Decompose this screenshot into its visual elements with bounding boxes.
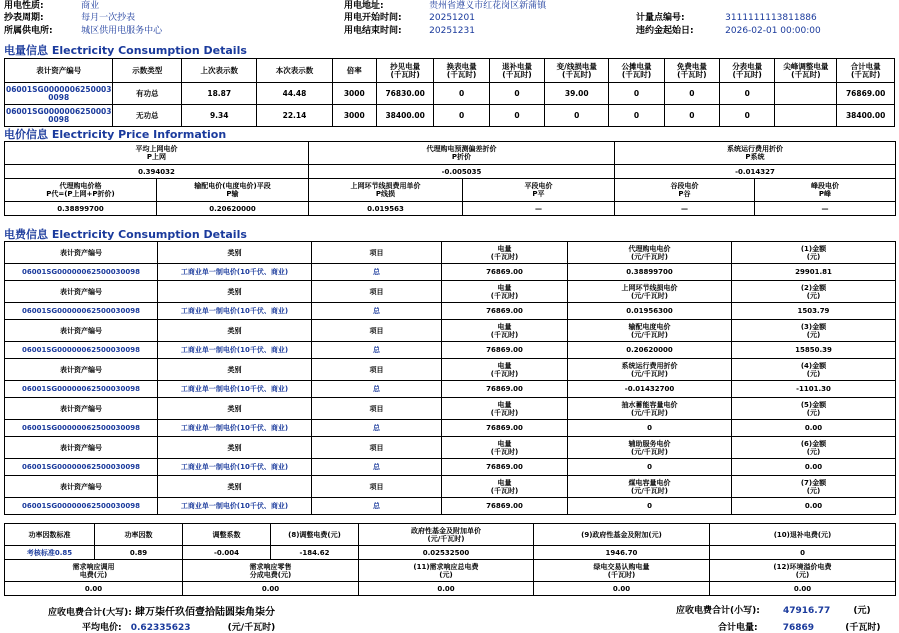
fee-cell-cat: 工商业单一制电价(10千伏、商业) (158, 459, 312, 476)
fee-cell-amt: -1101.30 (732, 381, 896, 398)
table-row (5, 303, 896, 320)
fee-cell-item: 总 (312, 498, 442, 515)
fee-cell-price: 0 (568, 459, 732, 476)
fee-cell-item: 总 (312, 342, 442, 359)
fee-cell-qty: 76869.00 (442, 459, 568, 476)
fee-cell-qty: 76869.00 (442, 381, 568, 398)
fee-col-header: 电量 (千瓦时) (442, 359, 568, 381)
fee-cell-item: 总 (312, 381, 442, 398)
col-header: 退补电量 (千瓦时) (489, 59, 544, 83)
total-uppercase: 应收电费合计(大写): 肆万柒仟玖佰壹拾陆圆柒角柒分 (48, 607, 275, 618)
fee-col-header: 项目 (312, 320, 442, 342)
fee-cell-cat: 工商业单一制电价(10千伏、商业) (158, 381, 312, 398)
fee-cell-cat: 工商业单一制电价(10千伏、商业) (158, 420, 312, 437)
col-header: 表计资产编号 (5, 59, 113, 83)
fee-col-header: 类别 (158, 476, 312, 498)
adjust-value-row-2: 0.00 0.00 0.00 0.00 0.00 (5, 582, 896, 596)
col-header: 免费电量 (千瓦时) (664, 59, 719, 83)
fee-header-row (5, 281, 896, 303)
fee-cell-qty: 76869.00 (442, 303, 568, 320)
fee-cell-cat: 工商业单一制电价(10千伏、商业) (158, 342, 312, 359)
table-row: 06001SG00000062500030098 有功总 18.87 44.48 3000 76830.00 0 0 39.00 0 0 0 76869.00 (5, 83, 895, 105)
fee-col-header: (2)金额 (元) (732, 281, 896, 303)
fee-col-header: 电量 (千瓦时) (442, 281, 568, 303)
fee-col-header: 类别 (158, 281, 312, 303)
total-quantity: 合计电量: 76869 (千瓦时) (718, 623, 881, 633)
fee-col-header: 表计资产编号 (5, 281, 158, 303)
fee-cell-price: 0 (568, 498, 732, 515)
price-value-row-2: 0.38899700 0.20620000 0.019563 — — — (5, 202, 896, 216)
fee-col-header: 类别 (158, 242, 312, 264)
header-start-time: 用电开始时间: 20251201 (344, 13, 475, 23)
fee-cell-price: 0 (568, 420, 732, 437)
fee-cell-amt: 29901.81 (732, 264, 896, 281)
fee-header-row (5, 320, 896, 342)
col-header: 合计电量 (千瓦时) (837, 59, 895, 83)
fee-col-header: 抽水蓄能容量电价 (元/千瓦时) (568, 398, 732, 420)
col-header: 示数类型 (113, 59, 182, 83)
fee-col-header: 表计资产编号 (5, 242, 158, 264)
fee-col-header: 项目 (312, 242, 442, 264)
col-header: 公摊电量 (千瓦时) (609, 59, 664, 83)
fee-cell-asset: 06001SG00000062500030098 (5, 264, 158, 281)
section-title-fee: 电费信息 Electricity Consumption Details (4, 228, 247, 241)
fee-col-header: 系统运行费用折价 (元/千瓦时) (568, 359, 732, 381)
label-electricity-nature: 用电性质: (4, 1, 44, 11)
table-row (5, 420, 896, 437)
fee-col-header: 表计资产编号 (5, 398, 158, 420)
fee-cell-amt: 0.00 (732, 420, 896, 437)
fee-col-header: 电量 (千瓦时) (442, 476, 568, 498)
fee-cell-price: 0.38899700 (568, 264, 732, 281)
fee-col-header: 辅助服务电价 (元/千瓦时) (568, 437, 732, 459)
table-row (5, 342, 896, 359)
fee-col-header: (5)金额 (元) (732, 398, 896, 420)
adjustment-table (4, 523, 896, 596)
table-row (5, 459, 896, 476)
header-end-time: 用电结束时间: 20251231 (344, 26, 475, 36)
price-value-row-1: 0.394032 -0.005035 -0.014327 (5, 165, 896, 179)
fee-cell-price: -0.01432700 (568, 381, 732, 398)
adjust-header-row-1: 功率因数标准 功率因数 调整系数 (8)调整电费(元) 政府性基金及附加单价 (元/千瓦时) (9)政府性基金及附加(元) (10)退补电费(元) (5, 524, 896, 546)
header-meter-point: 计量点编号: 3111111113811886 (636, 13, 817, 23)
fee-col-header: 表计资产编号 (5, 437, 158, 459)
fee-col-header: 输配电度电价 (元/千瓦时) (568, 320, 732, 342)
fee-cell-qty: 76869.00 (442, 264, 568, 281)
fee-col-header: (7)金额 (元) (732, 476, 896, 498)
header-row-2: 抄表周期: 每月一次抄表 (4, 13, 136, 23)
fee-table (4, 241, 896, 515)
fee-col-header: 项目 (312, 437, 442, 459)
fee-cell-asset: 06001SG00000062500030098 (5, 381, 158, 398)
fee-cell-qty: 76869.00 (442, 498, 568, 515)
adjust-header-row-2: 需求响应调用 电费(元) 需求响应零售 分成电费(元) (11)需求响应总电费 (元) 绿电交易认购电量 (千瓦时) (12)环境溢价电费 (元) (5, 560, 896, 582)
fee-col-header: 项目 (312, 281, 442, 303)
fee-col-header: 类别 (158, 398, 312, 420)
table-row (5, 264, 896, 281)
fee-header-row (5, 437, 896, 459)
average-price: 平均电价: 0.62335623 (元/千瓦时) (82, 623, 276, 633)
fee-header-row (5, 242, 896, 264)
fee-col-header: 类别 (158, 320, 312, 342)
fee-col-header: 电量 (千瓦时) (442, 398, 568, 420)
table-row (5, 381, 896, 398)
fee-col-header: (6)金额 (元) (732, 437, 896, 459)
fee-cell-qty: 76869.00 (442, 420, 568, 437)
fee-col-header: (4)金额 (元) (732, 359, 896, 381)
section-title-consumption: 电量信息 Electricity Consumption Details (4, 44, 247, 57)
col-header: 尖峰调整电量 (千瓦时) (775, 59, 837, 83)
col-header: 分表电量 (千瓦时) (720, 59, 775, 83)
header-row-3: 所属供电所: 城区供用电服务中心 (4, 26, 163, 36)
fee-cell-asset: 06001SG00000062500030098 (5, 342, 158, 359)
fee-cell-item: 总 (312, 459, 442, 476)
price-header-row-1: 平均上网电价 P上网 代理购电预测偏差折价 P折价 系统运行费用折价 P系统 (5, 142, 896, 165)
fee-col-header: 项目 (312, 476, 442, 498)
fee-header-row (5, 398, 896, 420)
fee-col-header: 电量 (千瓦时) (442, 242, 568, 264)
fee-cell-item: 总 (312, 303, 442, 320)
col-header: 换表电量 (千瓦时) (434, 59, 489, 83)
value-electricity-nature: 商业 (81, 1, 100, 11)
section-title-price: 电价信息 Electricity Price Information (4, 128, 227, 141)
table-row: 06001SG00000062500030098 无功总 9.34 22.14 3000 38400.00 0 0 0 0 0 0 38400.00 (5, 105, 895, 127)
fee-col-header: 上网环节线损电价 (元/千瓦时) (568, 281, 732, 303)
fee-cell-amt: 0.00 (732, 459, 896, 476)
fee-cell-item: 总 (312, 264, 442, 281)
table-row (5, 498, 896, 515)
fee-cell-qty: 76869.00 (442, 342, 568, 359)
col-header: 上次表示数 (182, 59, 257, 83)
fee-cell-asset: 06001SG00000062500030098 (5, 420, 158, 437)
header-address: 用电地址: 贵州省遵义市红花岗区新蒲镇 (344, 1, 547, 11)
fee-cell-price: 0.01956300 (568, 303, 732, 320)
col-header: 抄见电量 (千瓦时) (376, 59, 434, 83)
fee-col-header: 表计资产编号 (5, 359, 158, 381)
col-header: 倍率 (332, 59, 376, 83)
fee-col-header: 类别 (158, 437, 312, 459)
fee-cell-cat: 工商业单一制电价(10千伏、商业) (158, 498, 312, 515)
fee-col-header: 表计资产编号 (5, 320, 158, 342)
fee-cell-amt: 1503.79 (732, 303, 896, 320)
adjust-value-row-1: 考核标准0.85 0.89 -0.004 -184.62 0.02532500 1946.70 0 (5, 546, 896, 560)
price-header-row-2: 代理购电价格 P代=(P上网+P折价) 输配电价(电度电价)平段 P输 上网环节线损费用单价 P线损 平段电价 P平 谷段电价 P谷 峰段电价 P峰 (5, 179, 896, 202)
fee-cell-asset: 06001SG00000062500030098 (5, 303, 158, 320)
fee-col-header: (1)金额 (元) (732, 242, 896, 264)
col-header: 本次表示数 (257, 59, 332, 83)
fee-cell-amt: 0.00 (732, 498, 896, 515)
fee-col-header: 项目 (312, 359, 442, 381)
fee-col-header: 电量 (千瓦时) (442, 437, 568, 459)
fee-cell-asset: 06001SG00000062500030098 (5, 498, 158, 515)
fee-col-header: (3)金额 (元) (732, 320, 896, 342)
fee-header-row (5, 476, 896, 498)
fee-cell-cat: 工商业单一制电价(10千伏、商业) (158, 264, 312, 281)
fee-cell-asset: 06001SG00000062500030098 (5, 459, 158, 476)
consumption-header-row (5, 59, 895, 83)
fee-header-row (5, 359, 896, 381)
col-header: 变/线损电量 (千瓦时) (545, 59, 609, 83)
fee-col-header: 代理购电电价 (元/千瓦时) (568, 242, 732, 264)
fee-cell-item: 总 (312, 420, 442, 437)
fee-cell-cat: 工商业单一制电价(10千伏、商业) (158, 303, 312, 320)
fee-col-header: 煤电容量电价 (元/千瓦时) (568, 476, 732, 498)
fee-col-header: 表计资产编号 (5, 476, 158, 498)
header-penalty-date: 违约金起始日: 2026-02-01 00:00:00 (636, 26, 821, 36)
fee-col-header: 类别 (158, 359, 312, 381)
fee-cell-amt: 15850.39 (732, 342, 896, 359)
fee-col-header: 电量 (千瓦时) (442, 320, 568, 342)
fee-cell-price: 0.20620000 (568, 342, 732, 359)
price-table (4, 141, 896, 216)
total-lowercase: 应收电费合计(小写): 47916.77 (元) (676, 606, 871, 616)
fee-col-header: 项目 (312, 398, 442, 420)
consumption-table (4, 58, 895, 127)
